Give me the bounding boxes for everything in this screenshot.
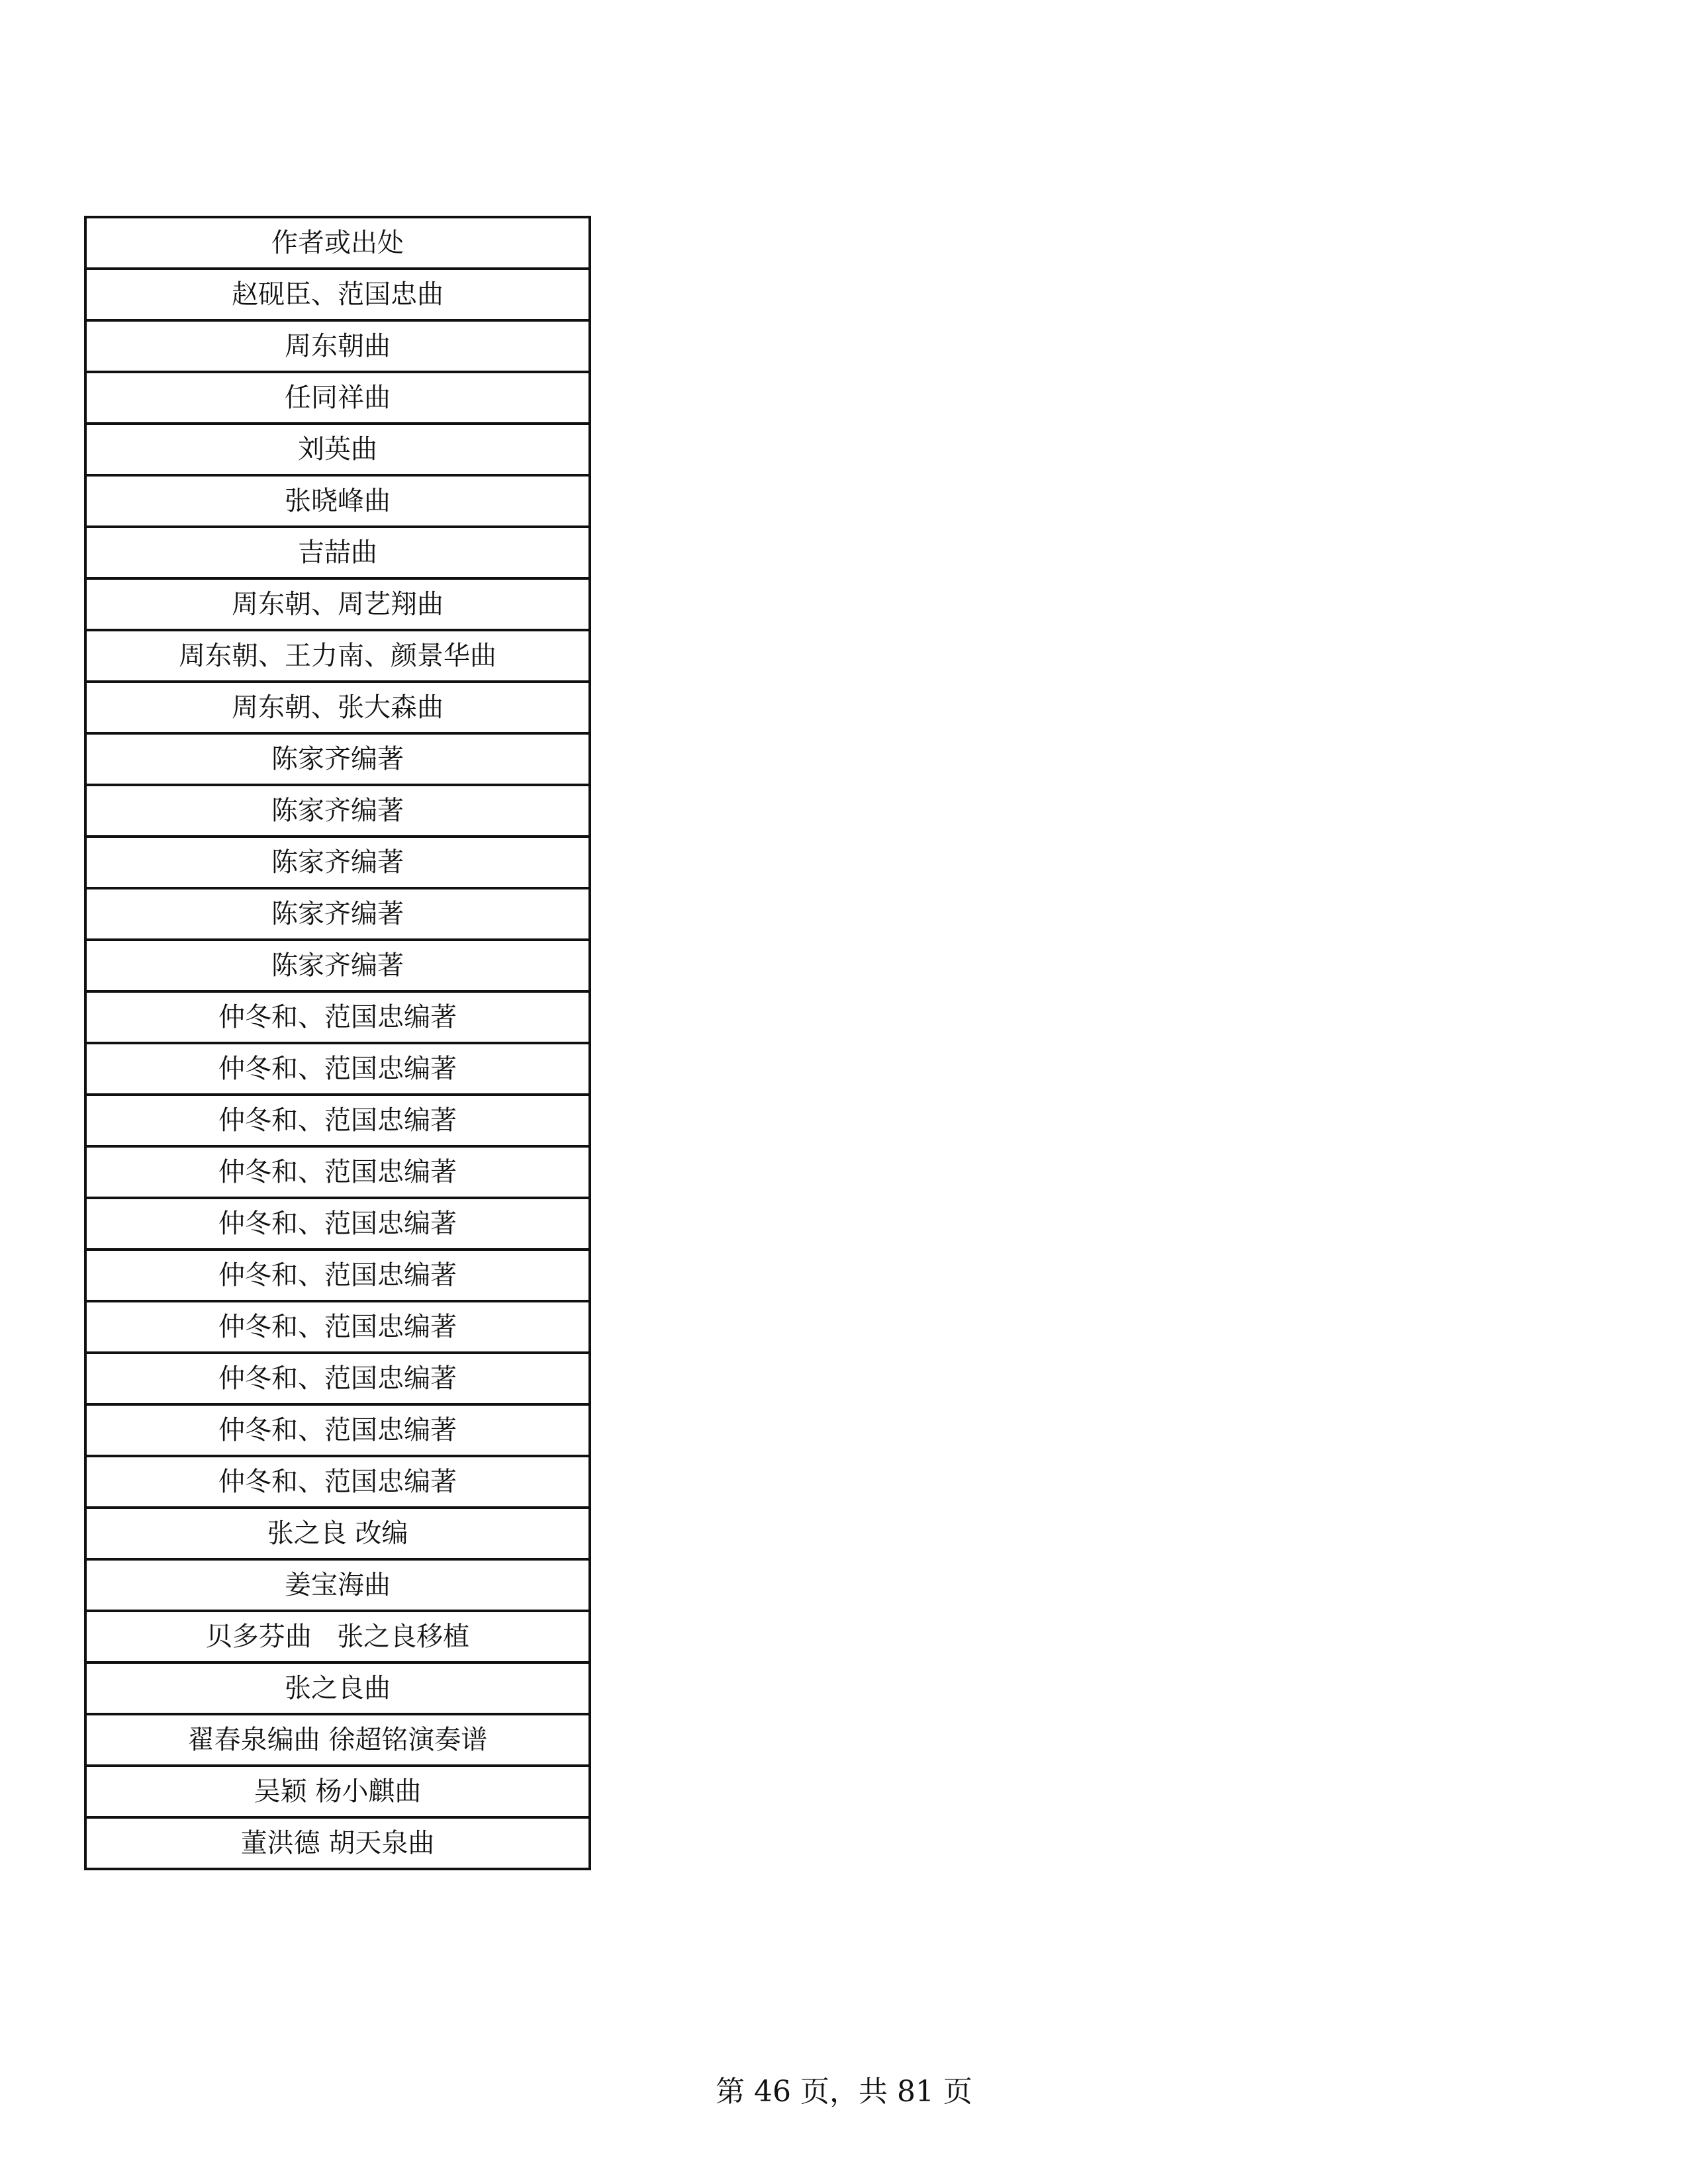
table-row (85, 475, 590, 527)
table-row (85, 320, 590, 372)
table-row (85, 1043, 590, 1095)
table-row (85, 1250, 590, 1301)
table-row (85, 527, 590, 578)
table-cell-author-source: 周东朝、王力南、颜景华曲 (85, 630, 590, 682)
table-row (85, 1766, 590, 1817)
table-row (85, 1353, 590, 1404)
table-cell-author-source: 仲冬和、范国忠编著 (85, 1198, 590, 1250)
table-row (85, 1456, 590, 1508)
table-row (85, 1611, 590, 1662)
table-cell-author-source: 仲冬和、范国忠编著 (85, 1146, 590, 1198)
table-row (85, 578, 590, 630)
table-row (85, 940, 590, 991)
table-cell-author-source: 仲冬和、范国忠编著 (85, 1095, 590, 1146)
table-cell-author-source: 陈家齐编著 (85, 733, 590, 785)
table-cell-author-source: 仲冬和、范国忠编著 (85, 1456, 590, 1508)
table-cell-author-source: 刘英曲 (85, 424, 590, 475)
table-row (85, 1714, 590, 1766)
table-row (85, 424, 590, 475)
table-cell-author-source: 张之良曲 (85, 1662, 590, 1714)
table-row (85, 837, 590, 888)
table-row (85, 372, 590, 424)
table-cell-author-source: 张之良 改编 (85, 1508, 590, 1559)
table-row (85, 991, 590, 1043)
table-cell-author-source: 陈家齐编著 (85, 785, 590, 837)
table-row (85, 1198, 590, 1250)
table-cell-author-source: 张晓峰曲 (85, 475, 590, 527)
page-number-footer: 第 46 页，共 81 页 (716, 2075, 972, 2109)
table-cell-author-source: 翟春泉编曲 徐超铭演奏谱 (85, 1714, 590, 1766)
table-cell-author-source: 仲冬和、范国忠编著 (85, 1043, 590, 1095)
table-cell-author-source: 仲冬和、范国忠编著 (85, 1250, 590, 1301)
table-cell-author-source: 赵砚臣、范国忠曲 (85, 269, 590, 320)
table-body (85, 269, 590, 1869)
table-cell-author-source: 贝多芬曲 张之良移植 (85, 1611, 590, 1662)
table-row (85, 888, 590, 940)
author-source-table (84, 216, 591, 1870)
table-row (85, 630, 590, 682)
table-row (85, 1404, 590, 1456)
table-row (85, 785, 590, 837)
table-row (85, 1146, 590, 1198)
table-cell-author-source: 姜宝海曲 (85, 1559, 590, 1611)
table-cell-author-source: 周东朝曲 (85, 320, 590, 372)
table-header-row (85, 217, 590, 269)
table-cell-author-source: 仲冬和、范国忠编著 (85, 1301, 590, 1353)
table-row (85, 1817, 590, 1869)
table-row (85, 1095, 590, 1146)
table-row (85, 1559, 590, 1611)
table-cell-author-source: 董洪德 胡天泉曲 (85, 1817, 590, 1869)
table-cell-author-source: 吉喆曲 (85, 527, 590, 578)
table-cell-author-source: 陈家齐编著 (85, 940, 590, 991)
table-cell-author-source: 吴颖 杨小麒曲 (85, 1766, 590, 1817)
table-row (85, 269, 590, 320)
table-cell-author-source: 陈家齐编著 (85, 888, 590, 940)
table-row (85, 1508, 590, 1559)
table-row (85, 1662, 590, 1714)
table-row (85, 682, 590, 733)
table-row (85, 733, 590, 785)
table-cell-author-source: 任同祥曲 (85, 372, 590, 424)
table-row (85, 1301, 590, 1353)
table-cell-author-source: 陈家齐编著 (85, 837, 590, 888)
table-cell-author-source: 周东朝、周艺翔曲 (85, 578, 590, 630)
table-cell-author-source: 周东朝、张大森曲 (85, 682, 590, 733)
table-cell-author-source: 仲冬和、范国忠编著 (85, 1353, 590, 1404)
table-cell-author-source: 仲冬和、范国忠编著 (85, 991, 590, 1043)
table-cell-author-source: 仲冬和、范国忠编著 (85, 1404, 590, 1456)
column-header-author-source: 作者或出处 (85, 217, 590, 269)
